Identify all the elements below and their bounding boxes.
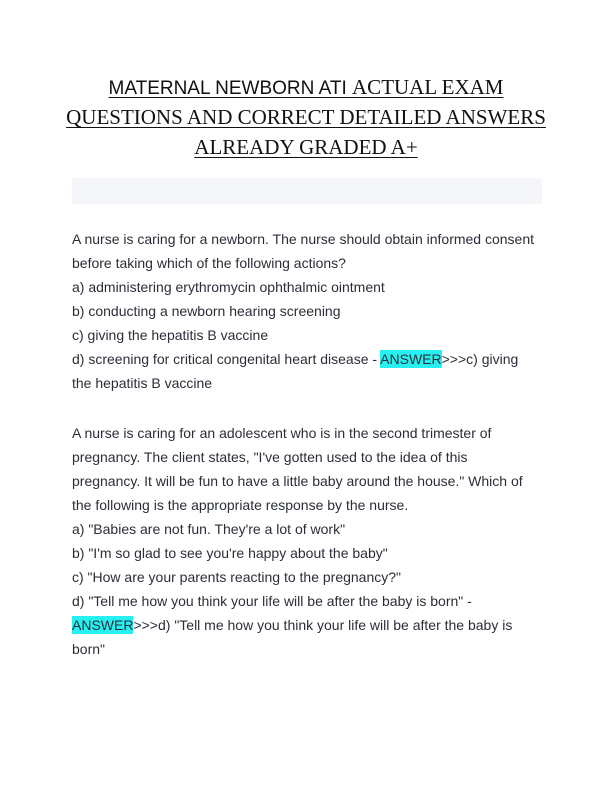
answer-option-b: b) "I'm so glad to see you're happy about the baby"	[72, 545, 388, 561]
question-stem-line: before taking which of the following actions?	[72, 255, 346, 271]
title-line-1	[40, 72, 572, 102]
answer-option-d: d) screening for critical congenital heart disease -	[72, 351, 381, 367]
answer-highlight: ANSWER	[380, 351, 442, 367]
answer-option-a: a) administering erythromycin ophthalmic ointment	[72, 279, 385, 295]
question-stem-line: the following is the appropriate response by the nurse.	[72, 497, 409, 513]
title-line-2: QUESTIONS AND CORRECT DETAILED ANSWERS	[66, 105, 546, 129]
question-stem-line: pregnancy. It will be fun to have a little baby around the house." Which of	[72, 473, 523, 489]
answer-option-b: b) conducting a newborn hearing screening	[72, 303, 341, 319]
question-stem-line: pregnancy. The client states, "I've gotten used to the idea of this	[72, 449, 468, 465]
answer-text: >>>c) giving	[441, 351, 519, 367]
answer-line	[72, 613, 547, 637]
answer-highlight: ANSWER	[72, 617, 134, 633]
answer-text-continued: the hepatitis B vaccine	[72, 375, 213, 391]
answer-option-d-line	[72, 347, 547, 371]
document-title	[40, 72, 572, 162]
title-line-1-sans: MATERNAL NEWBORN ATI	[108, 78, 347, 99]
answer-text-continued: born"	[72, 641, 105, 657]
question-stem-line: A nurse is caring for an adolescent who is in the second trimester of	[72, 425, 492, 441]
title-line-3: ALREADY GRADED A+	[194, 135, 418, 159]
title-line-1-serif: ACTUAL EXAM	[352, 75, 504, 99]
answer-option-c: c) giving the hepatitis B vaccine	[72, 327, 269, 343]
gray-banner-block	[72, 178, 542, 204]
answer-option-a: a) "Babies are not fun. They're a lot of work"	[72, 521, 346, 537]
question-2	[72, 421, 547, 661]
answer-text: >>>d) "Tell me how you think your life will be after the baby is	[133, 617, 513, 633]
question-1	[72, 227, 547, 395]
answer-option-d: d) "Tell me how you think your life will be after the baby is born" -	[72, 593, 472, 609]
answer-option-c: c) "How are your parents reacting to the pregnancy?"	[72, 569, 401, 585]
question-stem-line: A nurse is caring for a newborn. The nurse should obtain informed consent	[72, 231, 535, 247]
